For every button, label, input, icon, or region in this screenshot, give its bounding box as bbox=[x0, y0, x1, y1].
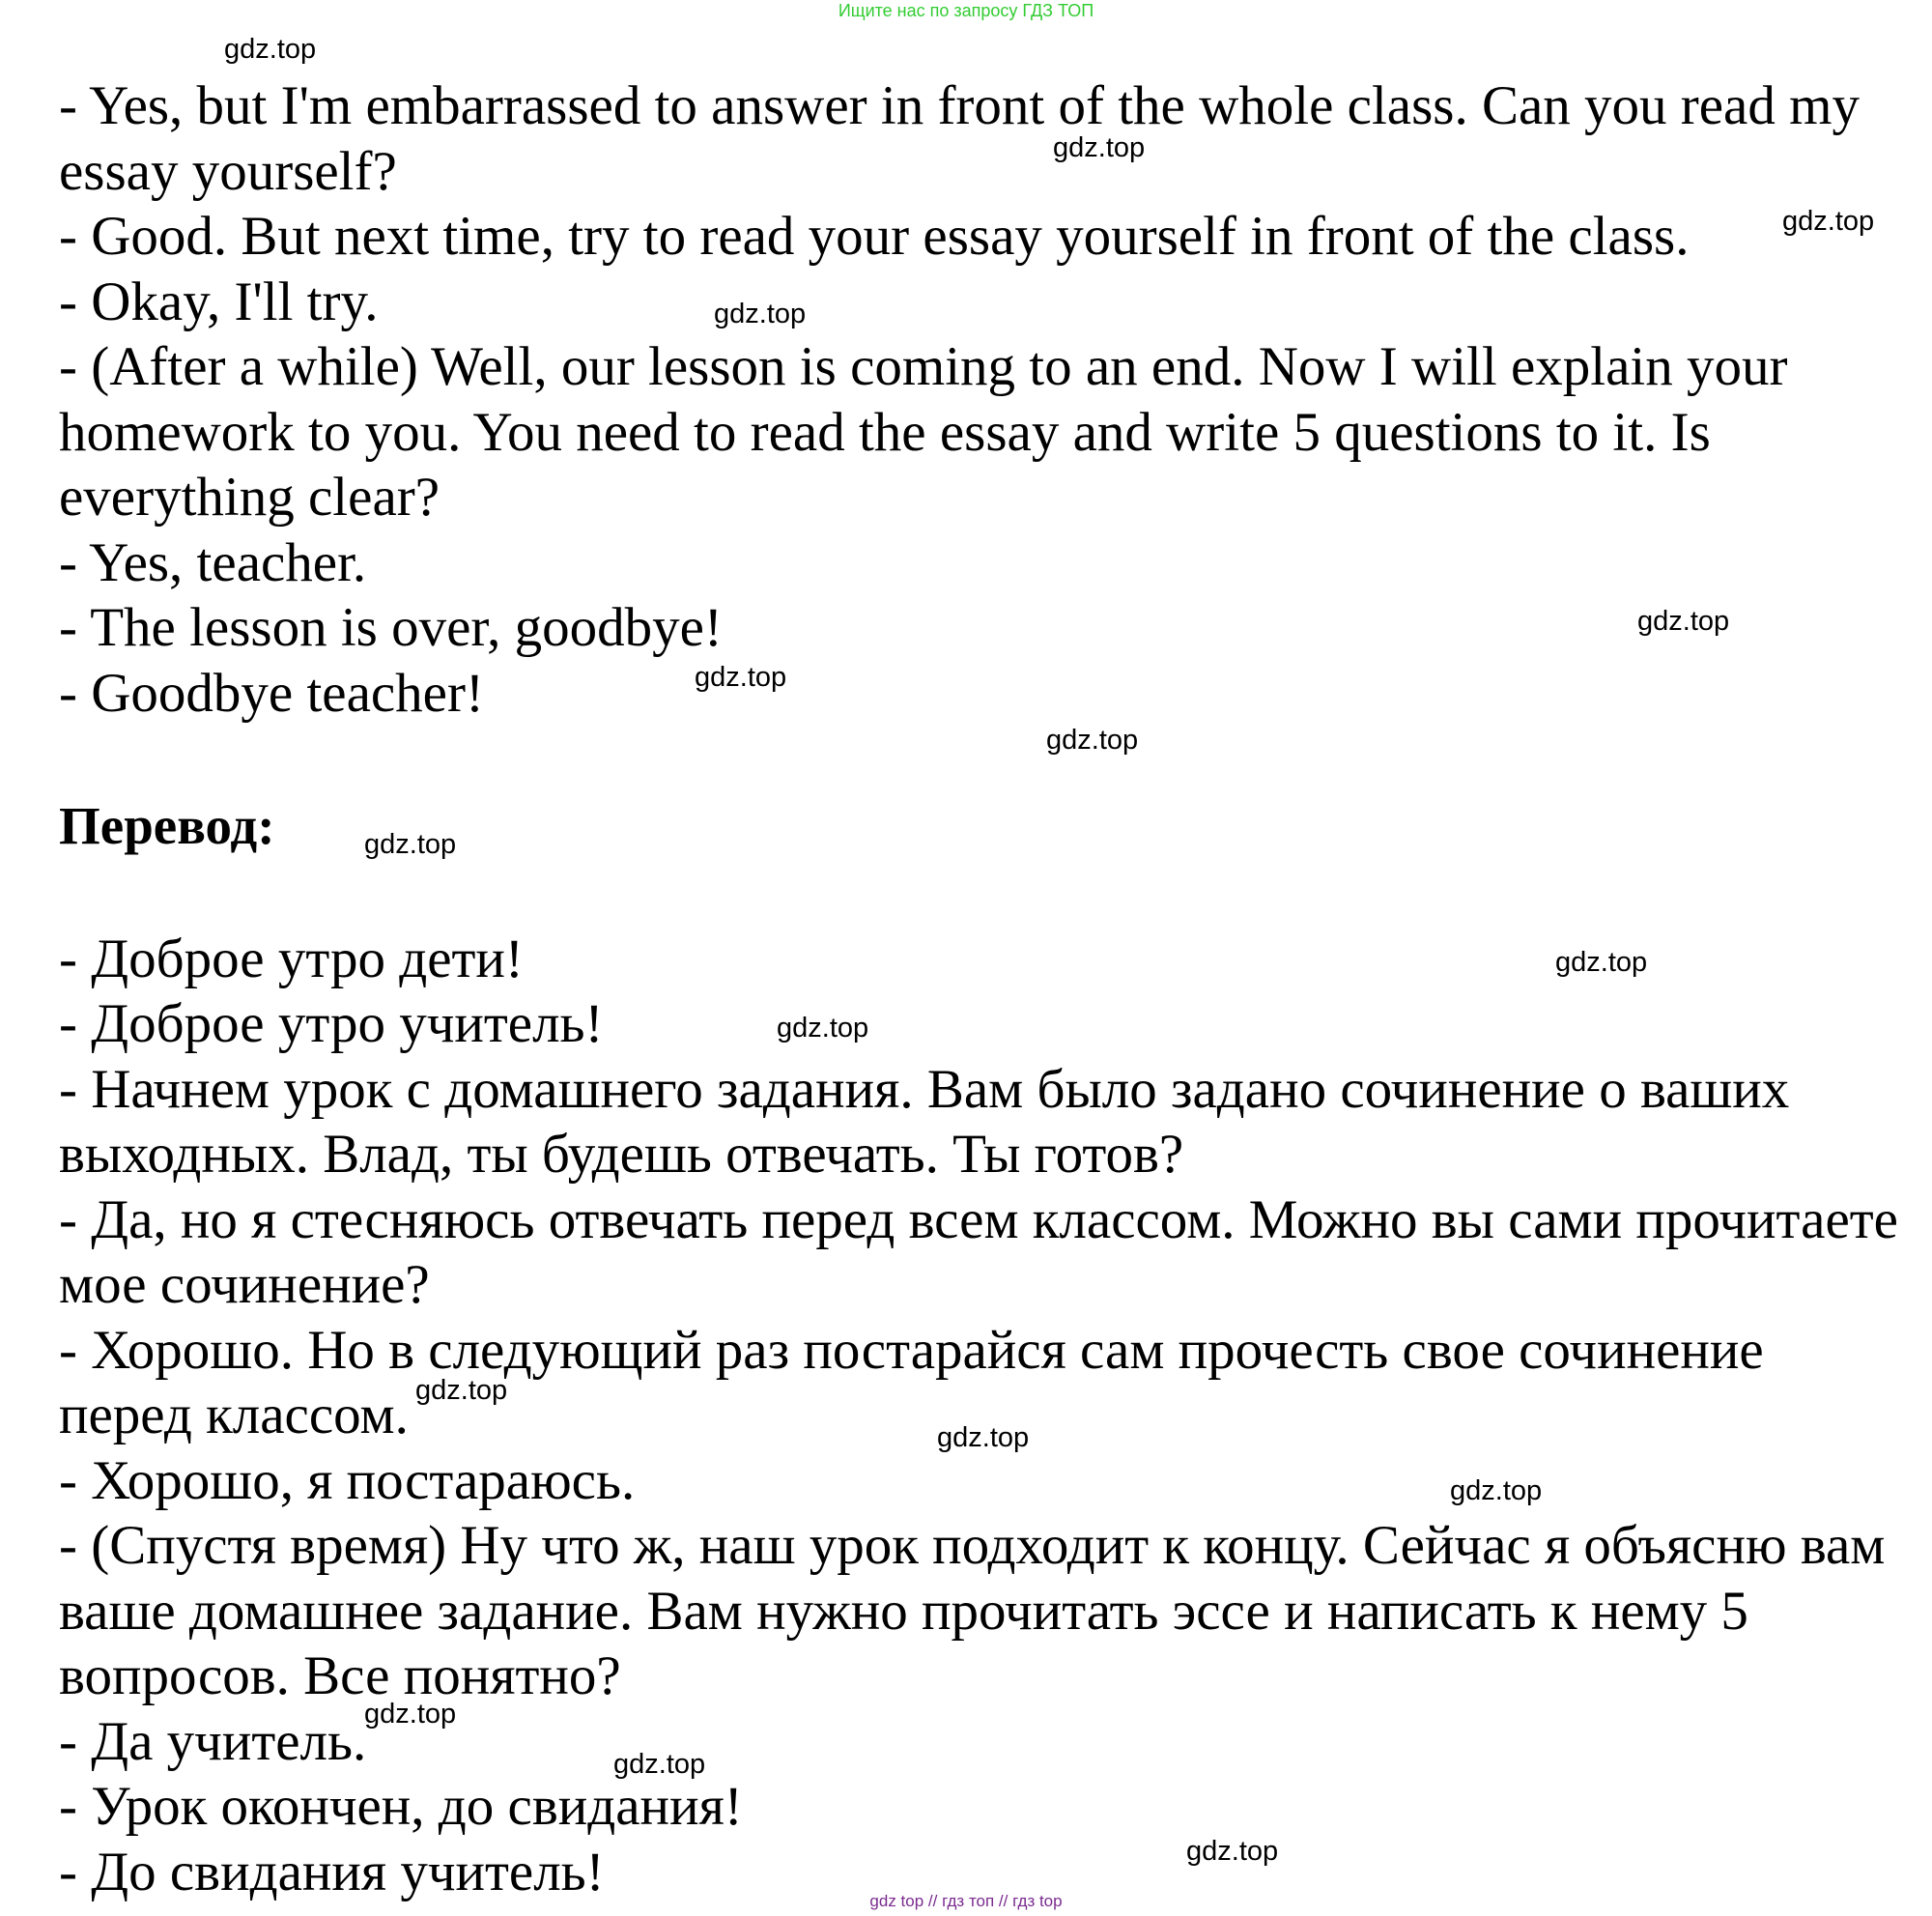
english-line: - (After a while) Well, our lesson is coming to an end. Now I will explain your homework to you. You need to read the essay and write 5 questions to it. Is everything clear? bbox=[59, 336, 1802, 528]
watermark: gdz.top bbox=[1053, 132, 1146, 163]
russian-line: - Хорошо. Но в следующий раз постарайся сам прочесть свое сочинение перед классом. bbox=[59, 1319, 1777, 1445]
russian-line: - Доброе утро дети! bbox=[59, 928, 524, 989]
top-banner: Ищите нас по запросу ГДЗ ТОП bbox=[838, 1, 1094, 20]
watermark: gdz.top bbox=[415, 1375, 508, 1406]
english-line: - Okay, I'll try. bbox=[59, 271, 379, 332]
document-body bbox=[59, 73, 1913, 1904]
watermark: gdz.top bbox=[937, 1422, 1030, 1453]
spacer bbox=[59, 859, 1904, 927]
watermark: gdz.top bbox=[613, 1749, 706, 1780]
russian-line: - Да, но я стесняюсь отвечать перед всем классом. Можно вы сами прочитаете мое сочинение? bbox=[59, 1188, 1913, 1315]
english-line: - Yes, but I'm embarrassed to answer in front of the whole class. Can you read my essay yourself? bbox=[59, 75, 1874, 202]
watermark: gdz.top bbox=[224, 34, 317, 65]
english-line: - Yes, teacher. bbox=[59, 531, 367, 593]
spacer bbox=[59, 726, 1904, 793]
watermark: gdz.top bbox=[364, 829, 457, 860]
watermark: gdz.top bbox=[714, 299, 807, 329]
translation-heading: Перевод: bbox=[59, 796, 275, 855]
watermark: gdz.top bbox=[695, 662, 787, 693]
russian-line: - Начнем урок с домашнего задания. Вам было задано сочинение о ваших выходных. Влад, ты будешь отвечать. Ты готов? bbox=[59, 1058, 1804, 1185]
watermark: gdz.top bbox=[1782, 206, 1875, 237]
russian-line: - До свидания учитель! bbox=[59, 1841, 605, 1902]
footer-watermark: gdz top // гдз топ // гдз top bbox=[869, 1892, 1063, 1910]
watermark: gdz.top bbox=[1046, 725, 1139, 756]
watermark: gdz.top bbox=[1555, 947, 1648, 978]
watermark: gdz.top bbox=[777, 1013, 869, 1044]
watermark: gdz.top bbox=[1637, 606, 1730, 637]
russian-line: - Да учитель. bbox=[59, 1710, 367, 1772]
english-line: - Goodbye teacher! bbox=[59, 662, 484, 724]
english-line: - Good. But next time, try to read your essay yourself in front of the class. bbox=[59, 206, 1690, 267]
watermark: gdz.top bbox=[1450, 1475, 1543, 1506]
russian-line: - Урок окончен, до свидания! bbox=[59, 1776, 743, 1837]
english-line: - The lesson is over, goodbye! bbox=[59, 597, 723, 658]
watermark: gdz.top bbox=[1186, 1836, 1279, 1867]
russian-line: - Доброе утро учитель! bbox=[59, 993, 604, 1054]
watermark: gdz.top bbox=[364, 1699, 457, 1730]
russian-line: - (Спустя время) Ну что ж, наш урок подходит к концу. Сейчас я объясню вам ваше домашнее задание. Вам нужно прочитать эссе и написать к нему 5 вопросов. Все понятно? bbox=[59, 1515, 1899, 1706]
russian-line: - Хорошо, я постараюсь. bbox=[59, 1449, 636, 1511]
